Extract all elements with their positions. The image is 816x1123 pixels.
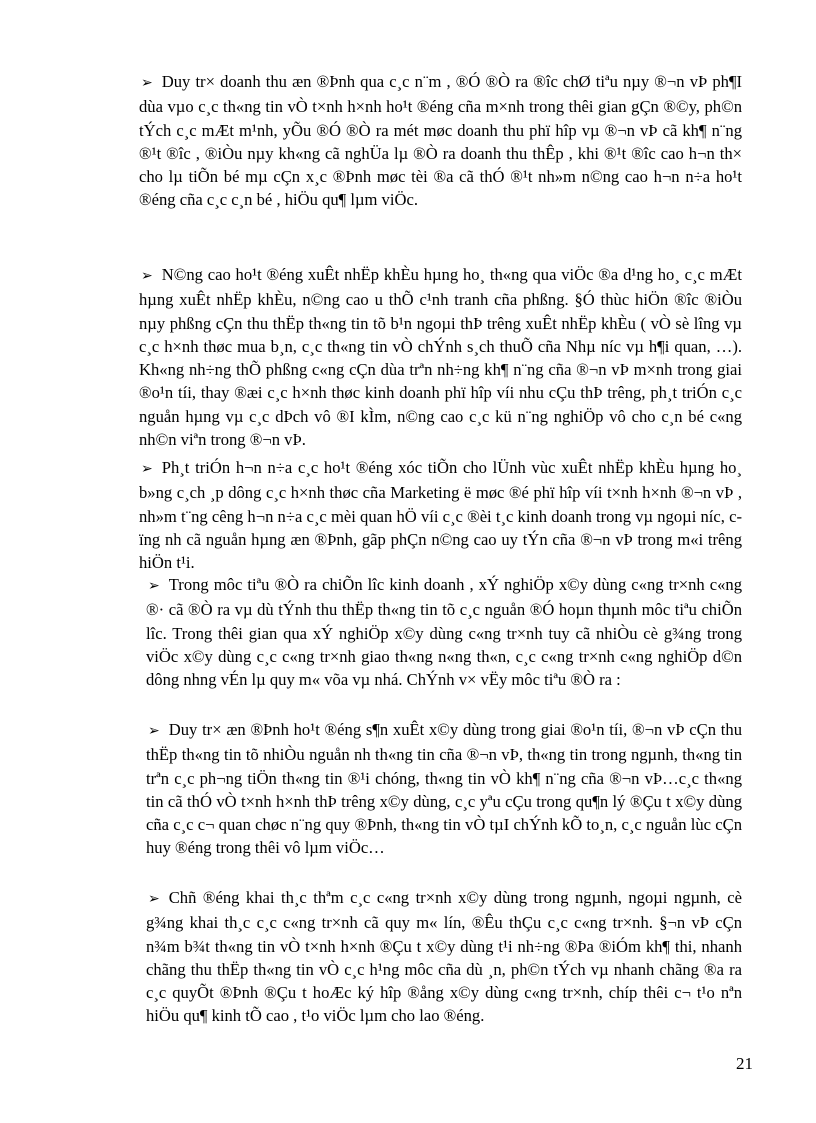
page-number: 21 (736, 1054, 753, 1073)
arrow-bullet-icon: ➢ (148, 578, 160, 594)
arrow-bullet-icon: ➢ (141, 268, 153, 284)
paragraph-3 (139, 456, 742, 574)
paragraph-5 (146, 718, 742, 860)
arrow-bullet-icon: ➢ (141, 75, 153, 91)
paragraph-6-text: Chñ ®éng khai th¸c thªm c¸c c«ng tr×nh x©y dùng trong ngµnh, ngoµi ngµnh, cè g¾ng khai th¸c c¸c c«ng tr×nh cã quy m« lín, ®Êu thÇu c¸c c«ng tr×nh. §¬n vÞ cÇn n¾m b¾t th«ng tin vÒ t×nh h×nh ®Çu t x©y dùng t¹i nh÷ng ®Þa ®iÓm kh¶ thi, nhanh chãng thu thËp th«ng tin vÒ c¸c h¹ng môc cña dù ¸n, ph©n tÝch vµ nhanh chãng ®a ra c¸c quyÕt ®Þnh ®Çu t hoÆc ký hîp ®ång x©y dùng c«ng tr×nh, chíp thêi c¬ t¹o nªn hiÖu qu¶ kinh tÕ cao , t¹o viÖc lµm cho lao ®éng. (146, 888, 742, 1026)
paragraph-2-text: N©ng cao ho¹t ®éng xuÊt nhËp khÈu hµng ho¸ th«ng qua viÖc ®a d¹ng ho¸ c¸c mÆt hµng xuÊt nhËp khÈu, n©ng cao u thÕ c¹nh tranh cña phßng. §Ó thùc hiÖn ®îc ®iÒu nµy phßng cÇn thu thËp th«ng tin tõ b¹n ngoµi thÞ trêng xuÊt nhËp khÈu ( vÒ sè lîng vµ c¸c h×nh thøc mua b¸n, c¸c th«ng tin vÒ chÝnh s¸ch thuÕ cña Nhµ níc vµ h¶i quan, …). Kh«ng nh÷ng thÕ phßng c«ng cÇn dùa trªn nh÷ng kh¶ n¨ng cña ®¬n vÞ m×nh trong giai ®o¹n tíi, thay ®æi c¸c h×nh thøc kinh doanh phï hîp víi nhu cÇu thÞ trêng, ph¸t triÓn c¸c nguån hµng vµ c¸c dÞch vô ®I kÌm, n©ng cao c¸c kü n¨ng nghiÖp vô cho c¸n bé c«ng nh©n viªn trong ®¬n vÞ. (139, 265, 742, 450)
paragraph-2 (139, 263, 742, 451)
paragraph-1-text: Duy tr× doanh thu æn ®Þnh qua c¸c n¨m , ®Ó ®Ò ra ®îc chØ tiªu nµy ®¬n vÞ ph¶I dùa vµo c¸c th«ng tin vÒ t×nh h×nh ho¹t ®éng cña m×nh trong thêi gian gÇn ®©y, ph©n tÝch c¸c mÆt m¹nh, yÕu ®Ó ®Ò ra mét møc doanh thu phï hîp vµ ®¬n vÞ cã kh¶ n¨ng ®¹t ®îc , ®iÒu nµy kh«ng cã nghÜa lµ ®Ò ra doanh thu thÊp , khi ®¹t ®îc cao h¬n th× cho lµ tiÕn bé mµ cÇn x¸c ®Þnh møc tèi ®a cã thÓ ®¹t nh»m n©ng cao h¬n n÷a ho¹t ®éng cña c¸c c¸n bé , hiÖu qu¶ lµm viÖc. (139, 72, 742, 210)
arrow-bullet-icon: ➢ (141, 461, 153, 477)
paragraph-3-text: Ph¸t triÓn h¬n n÷a c¸c ho¹t ®éng xóc tiÕn cho lÜnh vùc xuÊt nhËp khÈu hµng ho¸ b»ng c¸ch ¸p dông c¸c h×nh thøc cña Marketing ë møc ®é phï hîp víi t×nh h×nh ®¬n vÞ , nh»m t¨ng cêng h¬n n÷a c¸c mèi quan hÖ víi c¸c ®èi t¸c kinh doanh trong vµ ngoµi níc, cïng nh cã nguån hµng æn ®Þnh, gãp phÇn n©ng cao uy tÝn cña ®¬n vÞ trong m«i trêng hiÖn t¹i. (139, 458, 742, 573)
paragraph-4 (146, 573, 742, 691)
paragraph-1 (139, 70, 742, 212)
paragraph-6 (146, 886, 742, 1028)
paragraph-4-text: Trong môc tiªu ®Ò ra chiÕn lîc kinh doanh , xÝ nghiÖp x©y dùng c«ng tr×nh c«ng ®· cã ®Ò ra vµ dù tÝnh thu thËp th«ng tin tõ c¸c nguån ®Ó hoµn thµnh môc tiªu chiÕn lîc. Trong thêi gian qua xÝ nghiÖp x©y dùng c«ng tr×nh tuy cã nhiÒu cè g¾ng trong viÖc x©y dùng c¸c c«ng tr×nh giao th«ng n«ng th«n, c¸c c«ng tr×nh c«ng nghiÖp d©n dông nhng vÉn lµ quy m« võa vµ nhá. ChÝnh v× vËy môc tiªu ®Ò ra : (146, 575, 742, 690)
arrow-bullet-icon: ➢ (148, 891, 160, 907)
paragraph-5-text: Duy tr× æn ®Þnh ho¹t ®éng s¶n xuÊt x©y dùng trong giai ®o¹n tíi, ®¬n vÞ cÇn thu thËp th«ng tin tõ nhiÒu nguån nh th«ng tin cña ®¬n vÞ, th«ng tin trong ngµnh, th«ng tin trªn c¸c ph¬ng tiÖn th«ng tin ®¹i chóng, th«ng tin vÒ kh¶ n¨ng cña ®¬n vÞ…c¸c th«ng tin cã thÓ vÒ t×nh h×nh thÞ trêng x©y dùng, c¸c yªu cÇu trong qu¶n lý ®Çu t x©y dùng cña c¸c c¬ quan chøc n¨ng quy ®Þnh, th«ng tin vÒ tµI chÝnh kÕ to¸n, c¸c nguån lùc cÇn huy ®éng trong thêi vô lµm viÖc… (146, 720, 742, 858)
arrow-bullet-icon: ➢ (148, 723, 160, 739)
